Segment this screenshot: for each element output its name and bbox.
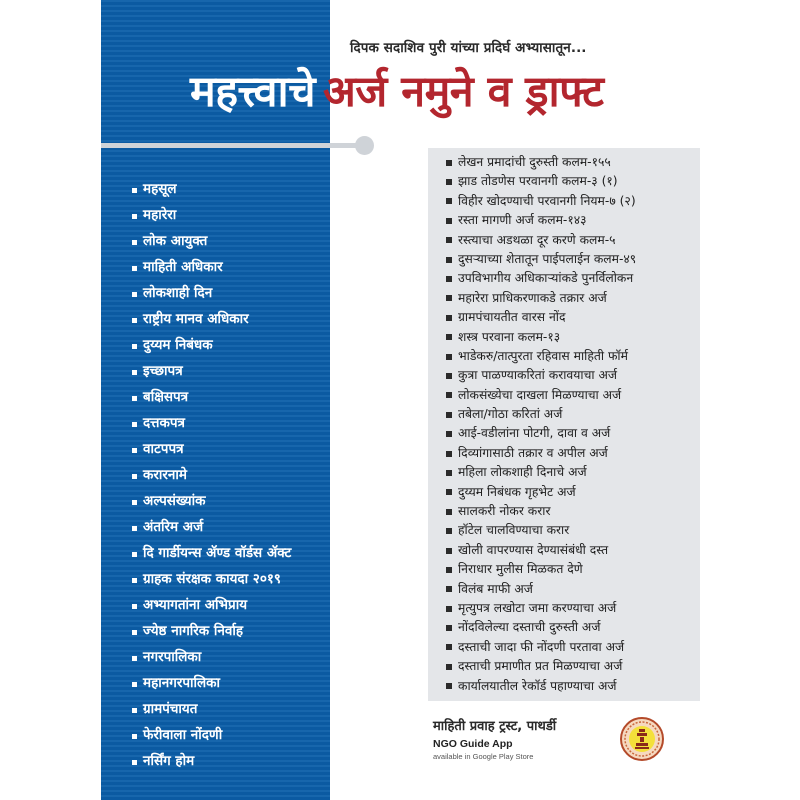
organization-name: माहिती प्रवाह ट्रस्ट, पाथर्डी	[433, 719, 557, 734]
list-item: फेरीवाला नोंदणी	[132, 722, 291, 748]
square-bullet-icon	[132, 188, 137, 193]
square-bullet-icon	[132, 396, 137, 401]
square-bullet-icon	[446, 683, 452, 689]
list-item: भाडेकरु/तात्पुरता रहिवास माहिती फॉर्म	[446, 347, 636, 366]
square-bullet-icon	[132, 474, 137, 479]
list-item: बक्षिसपत्र	[132, 384, 291, 410]
square-bullet-icon	[446, 218, 452, 224]
square-bullet-icon	[446, 392, 452, 398]
square-bullet-icon	[446, 625, 452, 631]
list-item: मृत्युपत्र लखोटा जमा करण्याचा अर्ज	[446, 599, 636, 618]
list-item: दिव्यांगासाठी तक्रार व अपील अर्ज	[446, 444, 636, 463]
square-bullet-icon	[446, 198, 452, 204]
list-item: अल्पसंख्यांक	[132, 488, 291, 514]
list-item: करारनामे	[132, 462, 291, 488]
square-bullet-icon	[446, 509, 452, 515]
square-bullet-icon	[446, 315, 452, 321]
list-item: लेखन प्रमादांची दुरुस्ती कलम-१५५	[446, 153, 636, 172]
list-item: झाड तोडणेस परवानगी कलम-३ (१)	[446, 172, 636, 191]
square-bullet-icon	[446, 412, 452, 418]
connector-line	[101, 143, 363, 148]
square-bullet-icon	[132, 500, 137, 505]
list-item: दुसऱ्याच्या शेतातून पाईपलाईन कलम-४९	[446, 250, 636, 269]
list-item: माहिती अधिकार	[132, 254, 291, 280]
list-item: रस्ता मागणी अर्ज कलम-१४३	[446, 211, 636, 230]
list-item: लोकशाही दिन	[132, 280, 291, 306]
square-bullet-icon	[446, 431, 452, 437]
app-availability: available in Google Play Store	[433, 752, 534, 761]
square-bullet-icon	[132, 526, 137, 531]
list-item: ज्येष्ठ नागरिक निर्वाह	[132, 618, 291, 644]
list-item: अभ्यागतांना अभिप्राय	[132, 592, 291, 618]
app-name: NGO Guide App	[433, 738, 513, 750]
list-item: नर्सिंग होम	[132, 748, 291, 774]
square-bullet-icon	[132, 630, 137, 635]
list-item: ग्रामपंचायतीत वारस नोंद	[446, 308, 636, 327]
title-white-part: महत्त्वाचे	[190, 67, 315, 117]
square-bullet-icon	[446, 354, 452, 360]
square-bullet-icon	[132, 682, 137, 687]
square-bullet-icon	[446, 257, 452, 263]
list-item: महारेरा प्राधिकरणाकडे तक्रार अर्ज	[446, 289, 636, 308]
list-item: दस्ताची प्रमाणीत प्रत मिळण्याचा अर्ज	[446, 657, 636, 676]
list-item: दत्तकपत्र	[132, 410, 291, 436]
square-bullet-icon	[132, 266, 137, 271]
author-subtitle: दिपक सदाशिव पुरी यांच्या प्रदिर्घ अभ्यासातून...	[350, 40, 587, 56]
list-item: दुय्यम निबंधक गृहभेट अर्ज	[446, 483, 636, 502]
square-bullet-icon	[132, 448, 137, 453]
square-bullet-icon	[446, 644, 452, 650]
square-bullet-icon	[132, 370, 137, 375]
left-topic-list	[132, 176, 291, 774]
square-bullet-icon	[132, 760, 137, 765]
square-bullet-icon	[132, 656, 137, 661]
square-bullet-icon	[446, 548, 452, 554]
list-item: कार्यालयातील रेकॉर्ड पहाण्याचा अर्ज	[446, 677, 636, 696]
square-bullet-icon	[446, 606, 452, 612]
square-bullet-icon	[446, 567, 452, 573]
square-bullet-icon	[446, 470, 452, 476]
connector-dot-icon	[355, 136, 374, 155]
list-item: हॉटेल चालविण्याचा करार	[446, 521, 636, 540]
list-item: महानगरपालिका	[132, 670, 291, 696]
square-bullet-icon	[446, 334, 452, 340]
list-item: निराधार मुलीस मिळकत देणे	[446, 560, 636, 579]
list-item: आई-वडीलांना पोटगी, दावा व अर्ज	[446, 424, 636, 443]
square-bullet-icon	[132, 734, 137, 739]
square-bullet-icon	[132, 240, 137, 245]
page-title	[190, 62, 603, 122]
list-item: रस्त्याचा अडथळा दूर करणे कलम-५	[446, 231, 636, 250]
list-item: दस्ताची जादा फी नोंदणी परतावा अर्ज	[446, 638, 636, 657]
list-item: नोंदविलेल्या दस्ताची दुरुस्ती अर्ज	[446, 618, 636, 637]
list-item: अंतरिम अर्ज	[132, 514, 291, 540]
square-bullet-icon	[446, 179, 452, 185]
square-bullet-icon	[446, 528, 452, 534]
list-item: महिला लोकशाही दिनाचे अर्ज	[446, 463, 636, 482]
square-bullet-icon	[132, 318, 137, 323]
list-item: इच्छापत्र	[132, 358, 291, 384]
list-item: तबेला/गोठा करितां अर्ज	[446, 405, 636, 424]
list-item: वाटपपत्र	[132, 436, 291, 462]
square-bullet-icon	[446, 276, 452, 282]
square-bullet-icon	[446, 160, 452, 166]
square-bullet-icon	[132, 552, 137, 557]
square-bullet-icon	[446, 586, 452, 592]
square-bullet-icon	[132, 708, 137, 713]
square-bullet-icon	[446, 237, 452, 243]
title-red-part: अर्ज नमुने व ड्राफ्ट	[323, 67, 604, 117]
square-bullet-icon	[446, 664, 452, 670]
right-forms-list	[446, 153, 636, 696]
list-item: विहीर खोदण्याची परवानगी नियम-७ (२)	[446, 192, 636, 211]
list-item: शस्त्र परवाना कलम-१३	[446, 328, 636, 347]
list-item: दि गार्डीयन्स ॲण्ड वॉर्डस ॲक्ट	[132, 540, 291, 566]
list-item: ग्रामपंचायत	[132, 696, 291, 722]
square-bullet-icon	[446, 295, 452, 301]
square-bullet-icon	[132, 422, 137, 427]
square-bullet-icon	[132, 214, 137, 219]
list-item: नगरपालिका	[132, 644, 291, 670]
list-item: उपविभागीय अधिकाऱ्यांकडे पुनर्विलोकन	[446, 269, 636, 288]
list-item: कुत्रा पाळण्याकरितां करावयाचा अर्ज	[446, 366, 636, 385]
square-bullet-icon	[446, 373, 452, 379]
list-item: महसूल	[132, 176, 291, 202]
list-item: लोक आयुक्त	[132, 228, 291, 254]
list-item: सालकरी नोकर करार	[446, 502, 636, 521]
square-bullet-icon	[446, 489, 452, 495]
square-bullet-icon	[132, 578, 137, 583]
square-bullet-icon	[446, 451, 452, 457]
list-item: राष्ट्रीय मानव अधिकार	[132, 306, 291, 332]
list-item: खोली वापरण्यास देण्यासंबंधी दस्त	[446, 541, 636, 560]
list-item: दुय्यम निबंधक	[132, 332, 291, 358]
seal-emblem-icon	[620, 717, 664, 761]
square-bullet-icon	[132, 292, 137, 297]
square-bullet-icon	[132, 604, 137, 609]
square-bullet-icon	[132, 344, 137, 349]
list-item: महारेरा	[132, 202, 291, 228]
list-item: विलंब माफी अर्ज	[446, 580, 636, 599]
list-item: ग्राहक संरक्षक कायदा २०१९	[132, 566, 291, 592]
list-item: लोकसंख्येचा दाखला मिळण्याचा अर्ज	[446, 386, 636, 405]
